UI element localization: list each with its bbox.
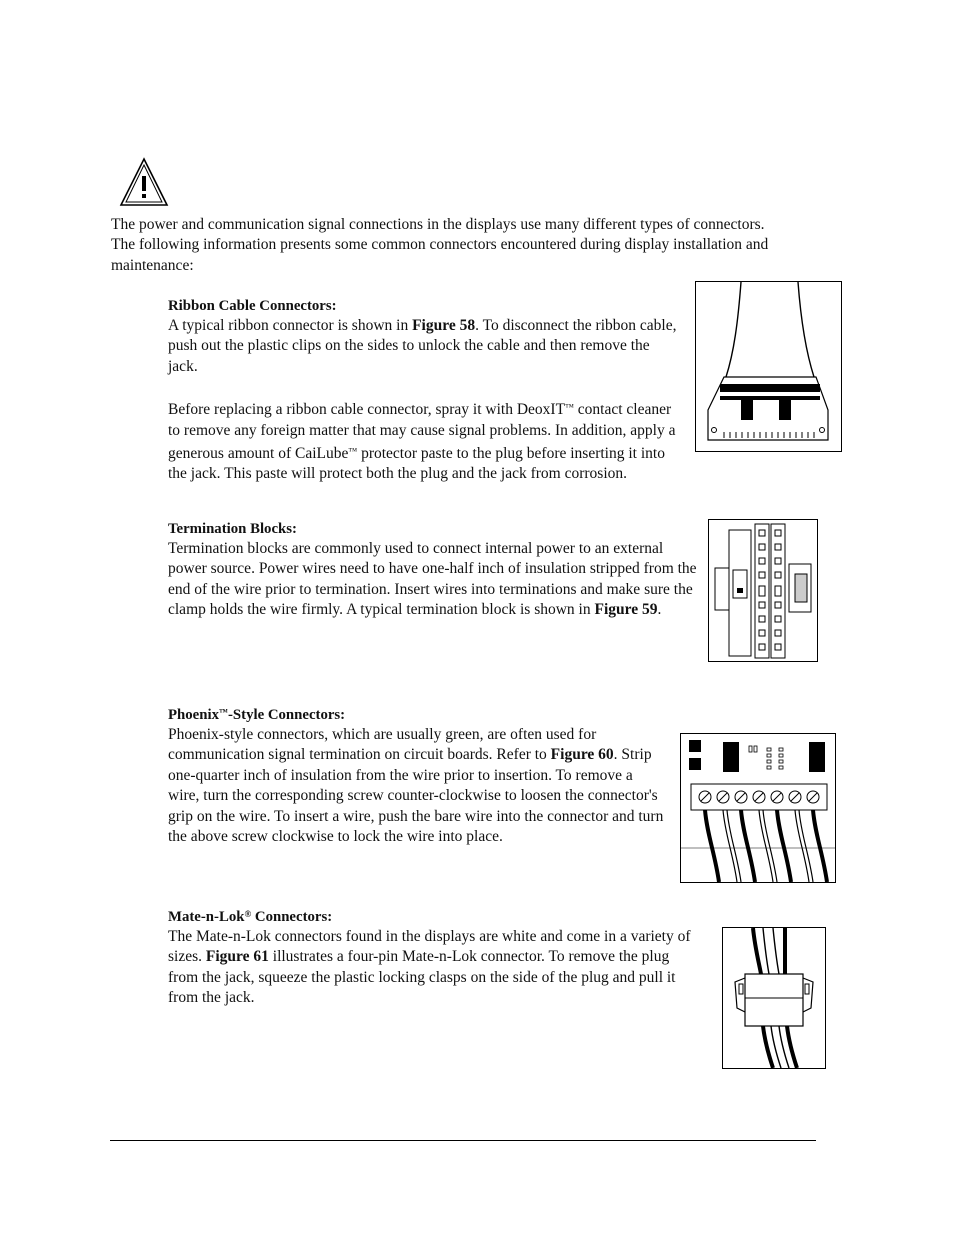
matenlok-paragraph: The Mate-n-Lok connectors found in the displays are white and come in a variety of sizes. Figure 61 illustrates a four-pin Mate-n-Lok connector. To remove the plug from the jack, squeeze the plastic locking clasps on the side of the plug and pull it from the jack. bbox=[168, 928, 691, 1007]
warning-icon bbox=[118, 156, 170, 208]
termination-block-figure bbox=[708, 519, 818, 662]
phoenix-section bbox=[168, 702, 668, 847]
figure-58-ref: Figure 58 bbox=[412, 317, 476, 334]
phoenix-connector-figure bbox=[680, 733, 836, 883]
ribbon-section bbox=[168, 296, 678, 485]
ribbon-paragraph-1: A typical ribbon connector is shown in Figure 58. To disconnect the ribbon cable, push out the plastic clips on the sides to unlock the cable and then remove the jack. bbox=[168, 317, 677, 375]
intro-paragraph: The power and communication signal connections in the displays use many different types of connectors. The following information presents some common connectors encountered during display installation and maintenance: bbox=[111, 216, 769, 274]
ribbon-heading: Ribbon Cable Connectors: bbox=[168, 298, 337, 314]
termination-heading: Termination Blocks: bbox=[168, 521, 297, 537]
footer-divider bbox=[110, 1140, 816, 1141]
figure-59-ref: Figure 59 bbox=[594, 601, 658, 619]
figure-61-ref: Figure 61 bbox=[205, 948, 269, 966]
termination-section bbox=[168, 519, 698, 621]
matenlok-heading: Mate-n-Lok® Connectors: bbox=[168, 909, 333, 925]
termination-paragraph: Termination blocks are commonly used to connect internal power to an external power source. Power wires need to have one-half inch of insulation stripped from the end of the wire prior to termination. Insert wires into terminations and make sure the clamp holds the wire firmly. A typical termination block is shown in Figure 59. bbox=[168, 540, 697, 619]
figure-60-ref: Figure 60 bbox=[550, 746, 614, 764]
ribbon-connector-figure bbox=[695, 281, 842, 452]
phoenix-heading: Phoenix™-Style Connectors: bbox=[168, 707, 346, 723]
ribbon-paragraph-2: Before replacing a ribbon cable connector, spray it with DeoxIT™ contact cleaner to remove any foreign matter that may cause signal problems. In addition, apply a generous amount of CaiLube™ protector paste to the plug before inserting it into the jack. This paste will protect both the plug and the jack from corrosion. bbox=[168, 401, 676, 483]
phoenix-paragraph: Phoenix-style connectors, which are usually green, are often used for communication signal termination on circuit boards. Refer to Figure 60. Strip one-quarter inch of insulation from the wire prior to insertion. To remove a wire, turn the corresponding screw counter-clockwise to loosen the connector's grip on the wire. To insert a wire, push the bare wire into the connector and turn the above screw clockwise to lock the wire into place. bbox=[168, 726, 664, 846]
matenlok-section bbox=[168, 904, 698, 1009]
matenlok-connector-figure bbox=[722, 927, 826, 1069]
